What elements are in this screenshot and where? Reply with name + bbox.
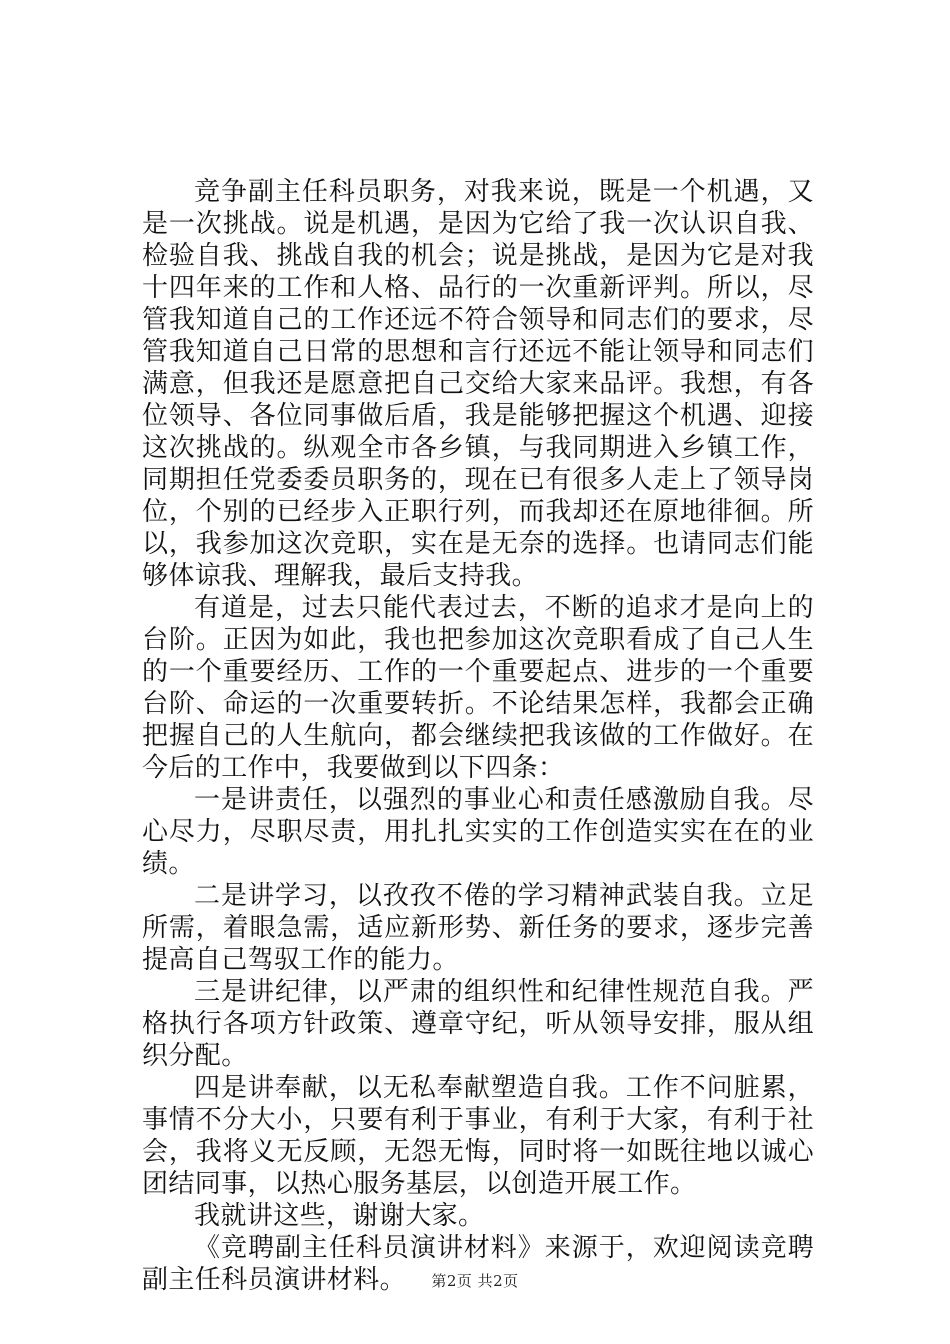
paragraph-closing: 我就讲这些，谢谢大家。 xyxy=(194,1201,485,1231)
paragraph-source-note: 《竞聘副主任科员演讲材料》来源于，欢迎阅读竞聘副主任科员演讲材料。 xyxy=(142,1233,814,1295)
paragraph-point-discipline: 三是讲纪律，以严肃的组织性和纪律性规范自我。严格执行各项方针政策、遵章守纪，听从领导安排，服从组织分配。 xyxy=(142,977,814,1071)
paragraph-commitment: 有道是，过去只能代表过去，不断的追求才是向上的台阶。正因为如此，我也把参加这次竞职看成了自己人生的一个重要经历、工作的一个重要起点、进步的一个重要台阶、命运的一次重要转折。不论结果怎样，我都会正确把握自己的人生航向，都会继续把我该做的工作做好。在今后的工作中，我要做到以下四条： xyxy=(142,593,814,783)
paragraph-point-responsibility: 一是讲责任，以强烈的事业心和责任感激励自我。尽心尽力，尽职尽责，用扎扎实实的工作创造实实在在的业绩。 xyxy=(142,785,814,879)
document-body xyxy=(142,176,814,1296)
paragraph-point-dedication: 四是讲奉献，以无私奉献塑造自我。工作不问脏累，事情不分大小，只要有利于事业，有利于大家，有利于社会，我将义无反顾，无怨无悔，同时将一如既往地以诚心团结同事，以热心服务基层，以创造开展工作。 xyxy=(142,1073,814,1199)
paragraph-opening: 竞争副主任科员职务，对我来说，既是一个机遇，又是一次挑战。说是机遇，是因为它给了我一次认识自我、检验自我、挑战自我的机会；说是挑战，是因为它是对我十四年来的工作和人格、品行的一次重新评判。所以，尽管我知道自己的工作还远不符合领导和同志们的要求，尽管我知道自己日常的思想和言行还远不能让领导和同志们满意，但我还是愿意把自己交给大家来品评。我想，有各位领导、各位同事做后盾，我是能够把握这个机遇、迎接这次挑战的。纵观全市各乡镇，与我同期进入乡镇工作，同期担任党委委员职务的，现在已有很多人走上了领导岗位，个别的已经步入正职行列，而我却还在原地徘徊。所以，我参加这次竞职，实在是无奈的选择。也请同志们能够体谅我、理解我，最后支持我。 xyxy=(142,177,814,591)
paragraph-point-study: 二是讲学习，以孜孜不倦的学习精神武装自我。立足所需，着眼急需，适应新形势、新任务的要求，逐步完善提高自己驾驭工作的能力。 xyxy=(142,881,814,975)
page-footer: 第2页 共2页 xyxy=(431,1272,519,1290)
